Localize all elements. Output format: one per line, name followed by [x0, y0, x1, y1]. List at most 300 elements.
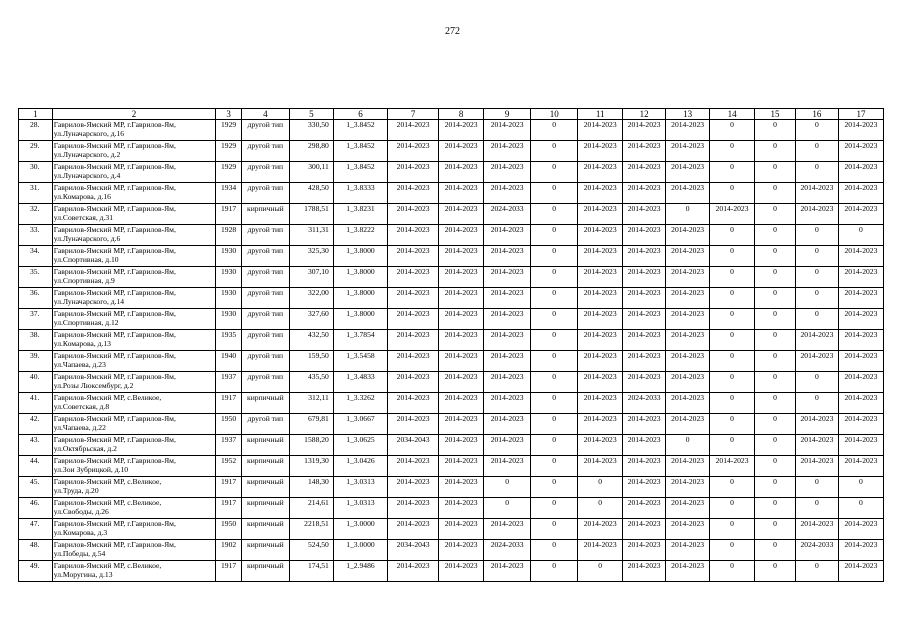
table-cell: 0 [531, 351, 578, 372]
table-cell: 2014-2023 [578, 351, 623, 372]
table-cell: 2014-2023 [578, 204, 623, 225]
table-cell: 1928 [216, 225, 242, 246]
table-row [19, 246, 884, 267]
table-cell: 2014-2023 [666, 393, 710, 414]
table-cell: 0 [755, 183, 796, 204]
table-cell: 0 [710, 120, 755, 141]
table-cell: 0 [755, 330, 796, 351]
table-cell: 1_3.8333 [333, 183, 387, 204]
table-cell: 0 [755, 372, 796, 393]
table-cell: 1952 [216, 456, 242, 477]
table-cell: другой тип [241, 246, 289, 267]
table-cell: 2014-2023 [439, 519, 484, 540]
table-cell: 1929 [216, 120, 242, 141]
table-cell: другой тип [241, 372, 289, 393]
column-header: 15 [755, 109, 796, 120]
address-cell: Гаврилов-Ямский МР, г.Гаврилов-Ям, ул.Спортивная, д.9 [52, 267, 216, 288]
table-cell: 0 [755, 477, 796, 498]
table-cell: 2014-2023 [838, 288, 883, 309]
table-cell: кирпичный [241, 561, 289, 582]
table-cell: 435,50 [289, 372, 333, 393]
table-cell: 2014-2023 [838, 540, 883, 561]
table-cell: 2014-2023 [795, 414, 838, 435]
table-cell: 0 [531, 519, 578, 540]
column-header: 10 [531, 109, 578, 120]
table-row [19, 435, 884, 456]
column-header: 2 [52, 109, 216, 120]
table-cell: 2014-2023 [838, 519, 883, 540]
table-cell: 2014-2023 [666, 477, 710, 498]
table-cell: 2024-2033 [795, 540, 838, 561]
table-cell: 2014-2023 [666, 141, 710, 162]
table-cell: 0 [838, 498, 883, 519]
table-cell: 2014-2023 [623, 519, 666, 540]
page-number: 272 [445, 26, 460, 37]
table-cell: другой тип [241, 225, 289, 246]
table-cell: 35. [19, 267, 53, 288]
table-cell: 1930 [216, 246, 242, 267]
table-cell: 2014-2023 [578, 120, 623, 141]
table-cell: 2014-2023 [578, 456, 623, 477]
table-cell: кирпичный [241, 456, 289, 477]
table-cell: 307,10 [289, 267, 333, 288]
table-cell: 38. [19, 330, 53, 351]
table-row [19, 162, 884, 183]
address-cell: Гаврилов-Ямский МР, г.Гаврилов-Ям, ул.Комарова, д.16 [52, 183, 216, 204]
table-cell: 0 [710, 351, 755, 372]
table-cell: 2014-2023 [666, 162, 710, 183]
table-cell: 2014-2023 [795, 435, 838, 456]
table-cell: 0 [755, 246, 796, 267]
table-cell: 0 [710, 183, 755, 204]
table-cell: 2014-2023 [578, 414, 623, 435]
table-cell: 2014-2023 [666, 498, 710, 519]
table-cell: 2024-2033 [484, 540, 531, 561]
table-cell: 2014-2023 [795, 330, 838, 351]
table-cell: 2014-2023 [439, 225, 484, 246]
table-cell: 0 [755, 120, 796, 141]
table-cell: 2014-2023 [439, 393, 484, 414]
table-cell: 2014-2023 [623, 204, 666, 225]
table-cell: 2014-2023 [710, 456, 755, 477]
table-cell: 2014-2023 [484, 519, 531, 540]
table-cell: 30. [19, 162, 53, 183]
table-cell: 0 [755, 267, 796, 288]
address-cell: Гаврилов-Ямский МР, г.Гаврилов-Ям, ул.Луначарского, д.14 [52, 288, 216, 309]
table-cell: 2014-2023 [484, 435, 531, 456]
table-cell: 2014-2023 [623, 456, 666, 477]
table-cell: 2014-2023 [795, 204, 838, 225]
table-cell: 0 [755, 351, 796, 372]
table-cell: 2014-2023 [666, 267, 710, 288]
table-cell: 2014-2023 [439, 246, 484, 267]
table-cell: 2014-2023 [484, 393, 531, 414]
table-cell: 2014-2023 [439, 309, 484, 330]
table-cell: 0 [755, 141, 796, 162]
table-cell: 0 [531, 414, 578, 435]
table-cell: 0 [795, 393, 838, 414]
address-cell: Гаврилов-Ямский МР, с.Великое, ул.Труда, д.20 [52, 477, 216, 498]
table-cell: 0 [755, 435, 796, 456]
table-cell: 0 [755, 498, 796, 519]
address-cell: Гаврилов-Ямский МР, г.Гаврилов-Ям, ул.Спортивная, д.10 [52, 246, 216, 267]
table-cell: 312,11 [289, 393, 333, 414]
table-cell: 2014-2023 [484, 162, 531, 183]
table-cell: 0 [578, 498, 623, 519]
table-cell: 1940 [216, 351, 242, 372]
table-cell: 2014-2023 [388, 519, 439, 540]
table-cell: 2014-2023 [838, 204, 883, 225]
table-cell: 1929 [216, 162, 242, 183]
table-cell: 0 [531, 456, 578, 477]
table-row [19, 456, 884, 477]
table-cell: 2014-2023 [578, 225, 623, 246]
table-cell: 0 [710, 498, 755, 519]
table-cell: 2014-2023 [666, 225, 710, 246]
table-cell: 1_3.0667 [333, 414, 387, 435]
table-cell: 0 [710, 141, 755, 162]
table-cell: 1588,20 [289, 435, 333, 456]
table-cell: 2014-2023 [388, 183, 439, 204]
table-cell: 32. [19, 204, 53, 225]
table-cell: 2014-2023 [623, 414, 666, 435]
table-cell: 31. [19, 183, 53, 204]
column-header: 1 [19, 109, 53, 120]
table-cell: 2014-2023 [388, 372, 439, 393]
table-cell: 2014-2023 [623, 330, 666, 351]
table-cell: 311,31 [289, 225, 333, 246]
table-cell: 1_3.4833 [333, 372, 387, 393]
table-cell: 0 [531, 372, 578, 393]
table-cell: 1950 [216, 519, 242, 540]
table-cell: 0 [531, 183, 578, 204]
column-header: 13 [666, 109, 710, 120]
table-cell: 2014-2023 [439, 456, 484, 477]
table-cell: 2014-2023 [623, 267, 666, 288]
table-cell: 2014-2023 [484, 456, 531, 477]
table-cell: 2014-2023 [623, 162, 666, 183]
table-cell: 47. [19, 519, 53, 540]
table-cell: 2014-2023 [439, 351, 484, 372]
table-cell: 2014-2023 [439, 204, 484, 225]
table-cell: 2014-2023 [388, 267, 439, 288]
table-cell: 0 [710, 330, 755, 351]
address-cell: Гаврилов-Ямский МР, г.Гаврилов-Ям, ул.Луначарского, д.2 [52, 141, 216, 162]
table-cell: 0 [795, 141, 838, 162]
table-cell: 0 [795, 372, 838, 393]
address-cell: Гаврилов-Ямский МР, г.Гаврилов-Ям, ул.Чапаева, д.23 [52, 351, 216, 372]
table-cell: 28. [19, 120, 53, 141]
table-cell: 0 [531, 120, 578, 141]
header-row [19, 109, 884, 120]
table-cell: 214,61 [289, 498, 333, 519]
table-cell: 2014-2023 [623, 561, 666, 582]
table-row [19, 414, 884, 435]
table-cell: 0 [710, 561, 755, 582]
table-cell: 0 [755, 162, 796, 183]
table-cell: 0 [755, 393, 796, 414]
table-row [19, 141, 884, 162]
table-row [19, 120, 884, 141]
table-cell: 1_3.8000 [333, 288, 387, 309]
table-cell: 2014-2023 [484, 351, 531, 372]
table-cell: 1_3.7854 [333, 330, 387, 351]
table-cell: 325,30 [289, 246, 333, 267]
table-cell: другой тип [241, 141, 289, 162]
column-header: 8 [439, 109, 484, 120]
table-cell: 0 [578, 561, 623, 582]
table-cell: 330,50 [289, 120, 333, 141]
table-cell: 2014-2023 [578, 372, 623, 393]
table-cell: 2014-2023 [666, 288, 710, 309]
table-cell: 2014-2023 [388, 456, 439, 477]
table-row [19, 351, 884, 372]
table-cell: 2014-2023 [623, 141, 666, 162]
table-cell: 2034-2043 [388, 540, 439, 561]
table-cell: 174,51 [289, 561, 333, 582]
table-cell: 2014-2023 [623, 498, 666, 519]
table-cell: 2014-2023 [666, 246, 710, 267]
address-cell: Гаврилов-Ямский МР, г.Гаврилов-Ям, ул.Луначарского, д.16 [52, 120, 216, 141]
column-header: 12 [623, 109, 666, 120]
table-cell: 1917 [216, 204, 242, 225]
table-cell: 2014-2023 [484, 246, 531, 267]
table-cell: 2014-2023 [666, 330, 710, 351]
table-cell: 0 [710, 225, 755, 246]
table-cell: 2014-2023 [388, 393, 439, 414]
column-header: 14 [710, 109, 755, 120]
table-cell: 2014-2023 [838, 435, 883, 456]
table-cell: 2014-2023 [388, 225, 439, 246]
table-cell: 2014-2023 [388, 120, 439, 141]
table-cell: 0 [484, 498, 531, 519]
table-cell: 1930 [216, 267, 242, 288]
table-cell: 1_3.0313 [333, 477, 387, 498]
table-cell: 1_3.0625 [333, 435, 387, 456]
table-cell: 1930 [216, 309, 242, 330]
table-cell: 0 [755, 225, 796, 246]
table-cell: 39. [19, 351, 53, 372]
table-cell: 2014-2023 [838, 456, 883, 477]
address-cell: Гаврилов-Ямский МР, с.Великое, ул.Советская, д.8 [52, 393, 216, 414]
table-cell: 2014-2023 [623, 288, 666, 309]
table-cell: 42. [19, 414, 53, 435]
table-cell: 1_3.8231 [333, 204, 387, 225]
table-cell: 29. [19, 141, 53, 162]
table-cell: 1_3.8000 [333, 267, 387, 288]
table-cell: 2014-2023 [623, 435, 666, 456]
table-cell: 1934 [216, 183, 242, 204]
table-cell: 2014-2023 [388, 288, 439, 309]
table-cell: 2014-2023 [795, 351, 838, 372]
table-cell: 45. [19, 477, 53, 498]
table-cell: 2014-2023 [838, 183, 883, 204]
table-cell: 0 [755, 204, 796, 225]
table-cell: кирпичный [241, 435, 289, 456]
table-cell: другой тип [241, 330, 289, 351]
table-row [19, 225, 884, 246]
table-cell: 1917 [216, 393, 242, 414]
table-cell: 2014-2023 [838, 561, 883, 582]
table-cell: 2014-2023 [484, 120, 531, 141]
table-cell: 0 [531, 225, 578, 246]
table-cell: 1_3.0000 [333, 519, 387, 540]
table-cell: 1937 [216, 372, 242, 393]
table-cell: 1788,51 [289, 204, 333, 225]
table-cell: 2014-2023 [666, 519, 710, 540]
column-header: 16 [795, 109, 838, 120]
table-cell: 0 [531, 141, 578, 162]
table-cell: 0 [531, 498, 578, 519]
table-cell: 0 [710, 372, 755, 393]
address-cell: Гаврилов-Ямский МР, с.Великое, ул.Свободы, д.26 [52, 498, 216, 519]
table-row [19, 309, 884, 330]
table-cell: 2014-2023 [388, 309, 439, 330]
column-header: 4 [241, 109, 289, 120]
table-cell: 2014-2023 [578, 330, 623, 351]
table-cell: 2014-2023 [439, 141, 484, 162]
table-cell: 428,50 [289, 183, 333, 204]
table-cell: 2014-2023 [666, 309, 710, 330]
table-cell: 0 [710, 309, 755, 330]
table-cell: 0 [531, 540, 578, 561]
table-cell: 2014-2023 [484, 225, 531, 246]
table-cell: 0 [531, 330, 578, 351]
table-cell: 2014-2023 [666, 540, 710, 561]
table-cell: 2014-2023 [439, 540, 484, 561]
table-cell: 0 [578, 477, 623, 498]
table-cell: 1917 [216, 498, 242, 519]
table-cell: 0 [755, 414, 796, 435]
table-cell: 0 [710, 414, 755, 435]
table-cell: 2014-2023 [388, 330, 439, 351]
table-cell: 1929 [216, 141, 242, 162]
table-cell: 2014-2023 [795, 519, 838, 540]
table-cell: 2014-2023 [666, 372, 710, 393]
column-header: 5 [289, 109, 333, 120]
table-cell: 1935 [216, 330, 242, 351]
table-cell: 43. [19, 435, 53, 456]
table-cell: 1_3.8452 [333, 120, 387, 141]
table-cell: 1917 [216, 561, 242, 582]
table-cell: 0 [484, 477, 531, 498]
table-cell: 0 [795, 246, 838, 267]
table-cell: кирпичный [241, 519, 289, 540]
table-cell: 0 [755, 456, 796, 477]
table-cell: 2014-2023 [578, 246, 623, 267]
table-cell: 2014-2023 [795, 456, 838, 477]
table-cell: 2014-2023 [838, 267, 883, 288]
table-cell: 0 [795, 267, 838, 288]
table-cell: 0 [795, 225, 838, 246]
table-cell: 46. [19, 498, 53, 519]
table-cell: 1_3.8000 [333, 309, 387, 330]
address-cell: Гаврилов-Ямский МР, г.Гаврилов-Ям, ул.Чапаева, д.22 [52, 414, 216, 435]
table-cell: 2014-2023 [439, 435, 484, 456]
table-row [19, 540, 884, 561]
table-cell: другой тип [241, 288, 289, 309]
column-header: 3 [216, 109, 242, 120]
table-cell: 2014-2023 [388, 351, 439, 372]
table-cell: 2014-2023 [388, 477, 439, 498]
table-cell: 2014-2023 [388, 414, 439, 435]
table-cell: 2014-2023 [578, 267, 623, 288]
table-cell: 0 [531, 477, 578, 498]
table-cell: 2014-2023 [838, 162, 883, 183]
table-cell: 2014-2023 [439, 120, 484, 141]
table-cell: 41. [19, 393, 53, 414]
table-cell: 2014-2023 [439, 498, 484, 519]
address-cell: Гаврилов-Ямский МР, г.Гаврилов-Ям, ул.Спортивная, д.12 [52, 309, 216, 330]
table-cell: другой тип [241, 120, 289, 141]
table-cell: 159,50 [289, 351, 333, 372]
table-cell: 2014-2023 [484, 183, 531, 204]
table-cell: 2014-2023 [666, 561, 710, 582]
table-cell: 1319,30 [289, 456, 333, 477]
table-cell: 2014-2023 [578, 540, 623, 561]
table-cell: 2014-2023 [439, 372, 484, 393]
table-cell: 2014-2023 [838, 309, 883, 330]
table-cell: 2014-2023 [578, 141, 623, 162]
table-cell: 2014-2023 [388, 246, 439, 267]
table-cell: 2014-2023 [623, 120, 666, 141]
table-cell: 524,50 [289, 540, 333, 561]
table-cell: 2014-2023 [484, 372, 531, 393]
table-cell: 0 [531, 309, 578, 330]
address-cell: Гаврилов-Ямский МР, г.Гаврилов-Ям, ул.Зои Зубрицкой, д.10 [52, 456, 216, 477]
table-cell: 0 [531, 162, 578, 183]
table-cell: 36. [19, 288, 53, 309]
table-row [19, 519, 884, 540]
table-cell: 1_3.8452 [333, 141, 387, 162]
table-cell: кирпичный [241, 498, 289, 519]
table-cell: 2014-2023 [578, 435, 623, 456]
table-body [19, 109, 884, 582]
table-cell: 0 [795, 120, 838, 141]
table-cell: 2024-2033 [484, 204, 531, 225]
table-cell: 0 [795, 498, 838, 519]
table-cell: 0 [710, 540, 755, 561]
table-cell: 0 [838, 477, 883, 498]
table-row [19, 204, 884, 225]
table-cell: 0 [531, 288, 578, 309]
table-cell: 1930 [216, 288, 242, 309]
table-cell: 327,60 [289, 309, 333, 330]
table-cell: 2014-2023 [578, 162, 623, 183]
table-cell: 0 [710, 267, 755, 288]
table-cell: 0 [795, 477, 838, 498]
table-row [19, 393, 884, 414]
table-cell: 0 [531, 204, 578, 225]
column-header: 6 [333, 109, 387, 120]
table-cell: 2014-2023 [838, 330, 883, 351]
table-cell: 0 [710, 162, 755, 183]
column-header: 9 [484, 109, 531, 120]
table-cell: 0 [710, 393, 755, 414]
table-cell: кирпичный [241, 540, 289, 561]
table-cell: 679,81 [289, 414, 333, 435]
table-cell: 2218,51 [289, 519, 333, 540]
table-cell: 2014-2023 [484, 267, 531, 288]
table-cell: 34. [19, 246, 53, 267]
table-cell: 2014-2023 [578, 288, 623, 309]
table-cell: 2014-2023 [439, 414, 484, 435]
table-cell: кирпичный [241, 477, 289, 498]
table-cell: 2014-2023 [439, 288, 484, 309]
address-cell: Гаврилов-Ямский МР, г.Гаврилов-Ям, ул.Розы Люксембург, д.2 [52, 372, 216, 393]
table-cell: 2014-2023 [439, 162, 484, 183]
table-cell: 0 [710, 435, 755, 456]
